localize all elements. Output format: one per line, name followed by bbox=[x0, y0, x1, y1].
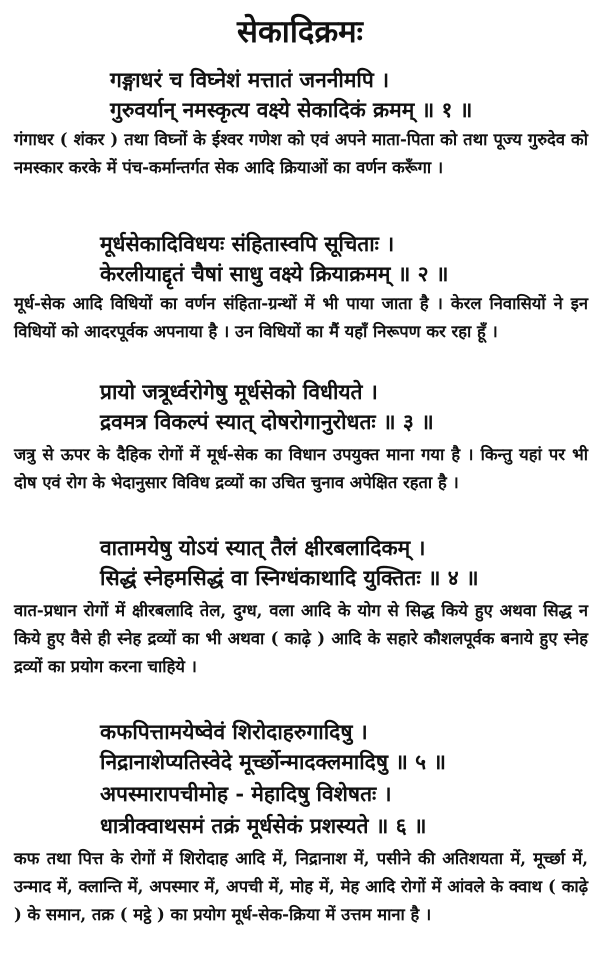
commentary-paragraph bbox=[14, 597, 588, 681]
commentary-paragraph bbox=[14, 126, 588, 182]
verse-line: अपस्मारापचीमोह - मेहादिषु विशेषतः । bbox=[100, 781, 392, 806]
verse-line: सिद्धं स्नेहमसिद्धं वा स्निग्धंकाथादि युक्तितः ॥ ४ ॥ bbox=[100, 565, 479, 590]
commentary-text: जत्रु से ऊपर के दैहिक रोगों में मूर्ध-सेक का विधान उपयुक्त माना गया है । किन्तु यहां पर भी दोष एवं रोग के भेदानुसार विविध द्रव्यों का उचित चुनाव अपेक्षित रहता है । bbox=[14, 445, 588, 492]
verse-line: द्रवमत्र विकल्पं स्यात् दोषरोगानुरोधतः ॥ ३ ॥ bbox=[100, 409, 434, 434]
verse-line: निद्रानाशेप्यतिस्वेदे मूर्च्छोन्मादक्लमादिषु ॥ ५ ॥ bbox=[100, 749, 446, 774]
verse-line: धात्रीक्वाथसमं तक्रं मूर्धसेकं प्रशस्यते ॥ ६ ॥ bbox=[100, 813, 427, 838]
verse-line: मूर्धसेकादिविधयः संहितास्वपि सूचिताः । bbox=[100, 231, 395, 256]
commentary-text: गंगाधर ( शंकर ) तथा विघ्नों के ईश्वर गणेश को एवं अपने माता-पिता को तथा पूज्य गुरुदेव को नमस्कार करके में पंच-कर्मान्तर्गत सेक आदि क्रियाओं का वर्णन करूँगा । bbox=[14, 130, 588, 177]
verse-line: केरलीयाद्दृतं चैषां साधु वक्ष्ये क्रियाक्रमम् ॥ २ ॥ bbox=[100, 261, 449, 286]
verse-line: गुरुवर्यान् नमस्कृत्य वक्ष्ये सेकादिकं क्रमम् ॥ १ ॥ bbox=[110, 97, 473, 122]
commentary-paragraph bbox=[14, 845, 588, 929]
commentary-paragraph bbox=[14, 290, 588, 346]
verse-line: वातामयेषु योऽयं स्यात् तैलं क्षीरबलादिकम् । bbox=[100, 535, 426, 560]
commentary-text: वात-प्रधान रोगों में क्षीरबलादि तेल, दुग्ध, वला आदि के योग से सिद्ध किये हुए अथवा सिद्ध न किये हुए वैसे ही स्नेह द्रव्यों का भी अथवा ( काढ़े ) आदि के सहारे कौशलपूर्वक बनाये हुए स्नेह द्रव्यों का प्रयोग करना चाहिये । bbox=[14, 601, 588, 676]
verse-line: प्रायो जत्रूर्ध्वरोगेषु मूर्धसेको विधीयते । bbox=[100, 379, 378, 404]
verse-line: कफपित्तामयेष्वेवं शिरोदाहरुगादिषु । bbox=[100, 719, 368, 744]
commentary-paragraph bbox=[14, 441, 588, 497]
verse-line: गङ्गाधरं च विघ्नेशं मत्तातं जननीमपि । bbox=[110, 67, 390, 92]
page-title: सेकादिक्रमः bbox=[237, 14, 363, 50]
commentary-text: कफ तथा पित्त के रोगों में शिरोदाह आदि में, निद्रानाश में, पसीने की अतिशयता में, मूर्च्छा में, उन्माद में, क्लान्ति में, अपस्मार में, अपची में, मोह में, मेह आदि रोगों में आंवले के क्वाथ ( काढ़े ) के समान, तक्र ( मट्ठे ) का प्रयोग मूर्ध-सेक-क्रिया में उत्तम माना है । bbox=[14, 849, 588, 924]
commentary-text: मूर्ध-सेक आदि विधियों का वर्णन संहिता-ग्रन्थों में भी पाया जाता है । केरल निवासियों ने इन विधियों को आदरपूर्वक अपनाया है । उन विधियों का मैं यहाँ निरूपण कर रहा हूँ । bbox=[14, 294, 588, 341]
